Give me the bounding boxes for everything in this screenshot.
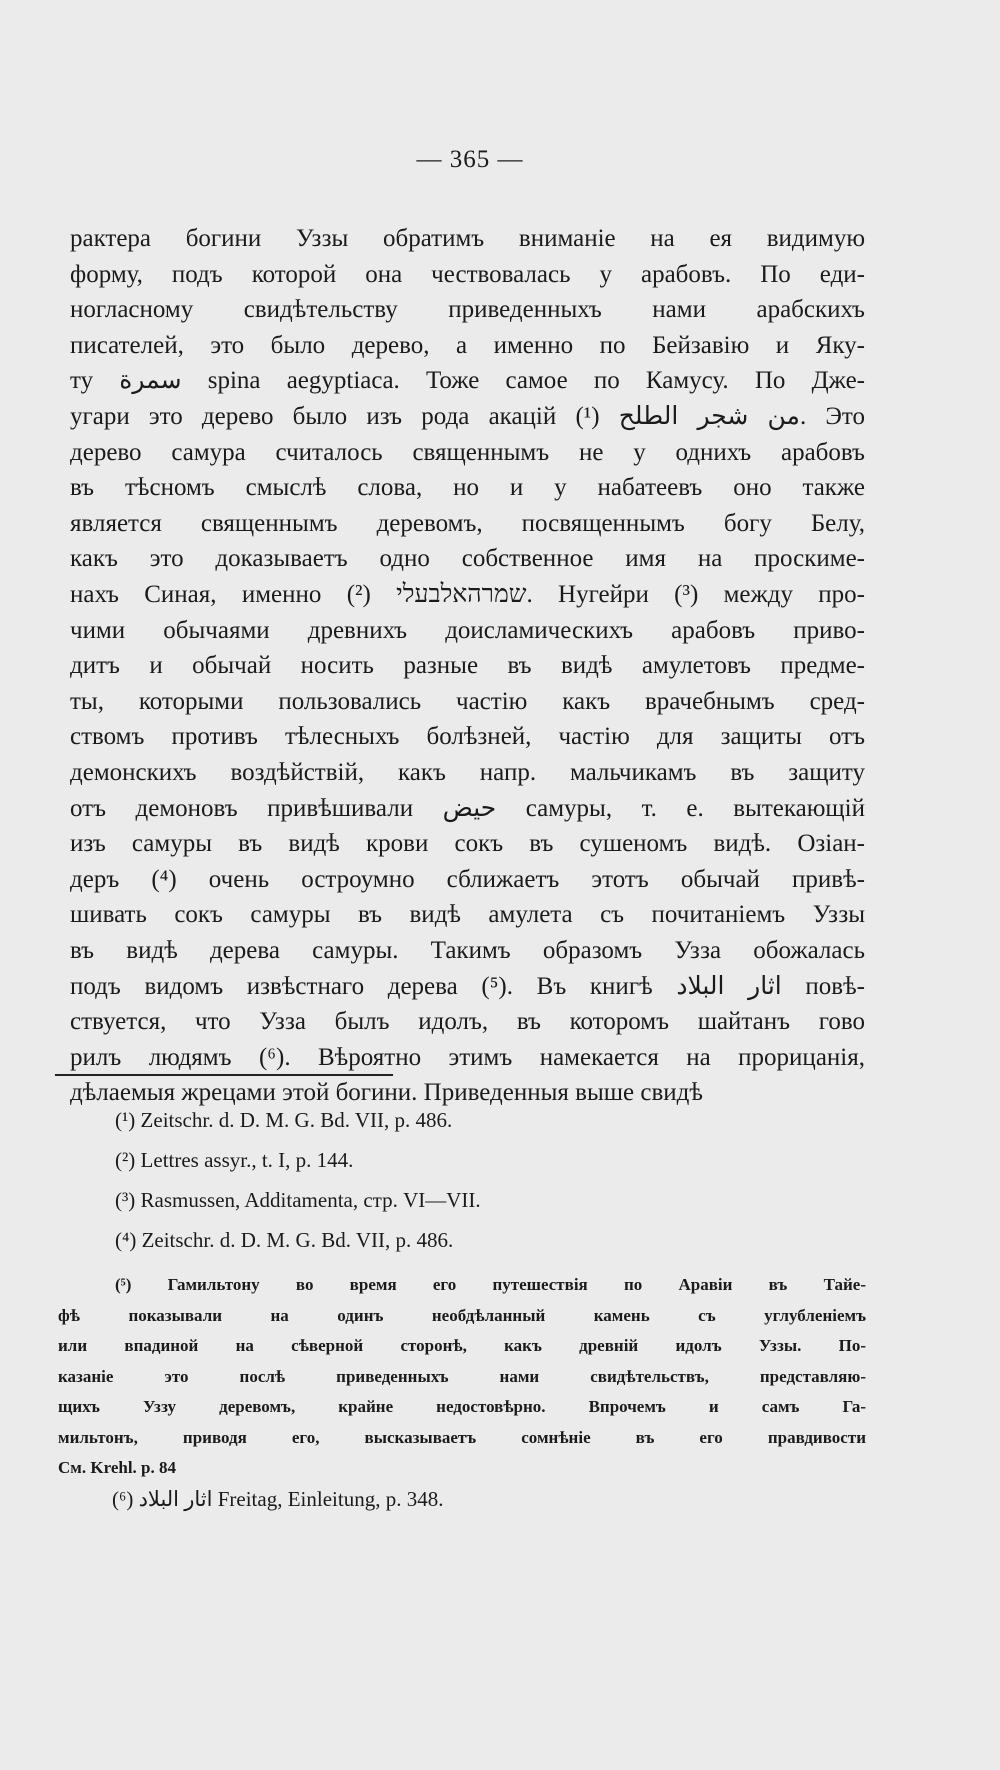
body-line: является священнымъ деревомъ, посвященнымъ богу Белу, (70, 509, 865, 537)
footnote-5-line: фѣ показывали на одинъ необдѣланный камень съ углубленіемъ (58, 1305, 866, 1325)
footnote-5-line: мильтонъ, приводя его, высказываетъ сомнѣніе въ его правдивости (58, 1427, 866, 1447)
body-line: чими обычаями древнихъ доисламическихъ арабовъ приво- (70, 616, 865, 644)
footnote-5-line: щихъ Уззу деревомъ, крайне недостовѣрно. Впрочемъ и самъ Га- (58, 1397, 866, 1416)
footnote-text: Freitag, Einleitung, p. 348. (217, 1487, 444, 1511)
footnote-text: Rasmussen, Additamenta, стр. VI—VII. (140, 1188, 481, 1212)
footnote-mark: (⁴) (115, 1228, 137, 1252)
body-line: писателей, это было дерево, а именно по Бейзавію и Яку- (70, 331, 865, 359)
footnote-mark: (²) (115, 1148, 136, 1172)
page-number: — 365 — (416, 146, 524, 173)
body-line: ствуется, что Узза былъ идолъ, въ которомъ шайтанъ гово (70, 1008, 865, 1036)
footnote-text: Zeitschr. d. D. M. G. Bd. VII, p. 486. (140, 1108, 453, 1132)
footnote-5-line: См. Krehl. p. 84 (58, 1458, 176, 1477)
body-line: изъ самуры въ видѣ крови сокъ въ сушеномъ видѣ. Озіан- (70, 830, 865, 858)
footnote-arabic: اثار البلاد (138, 1487, 213, 1511)
footnote-4 (115, 1228, 453, 1253)
body-line: угари это дерево было изъ рода акацій من شجر الطلح (¹). Это (70, 403, 865, 430)
body-line: деръ (⁴) очень остроумно сближаетъ этотъ обычай привѣ- (70, 865, 865, 893)
footnote-5-line: или впадиной на сѣверной сторонѣ, какъ древній идолъ Уззы. По- (58, 1336, 866, 1355)
body-line: ствомъ противъ тѣлесныхъ болѣзней, частію для защиты отъ (70, 723, 865, 751)
footnote-mark: (⁶) (112, 1487, 134, 1511)
body-line: отъ демоновъ привѣшивали حيض самуры, т. е. вытекающій (70, 794, 865, 822)
body-line: форму, подъ которой она чествовалась у арабовъ. По еди- (70, 260, 865, 288)
footnote-mark: (¹) (115, 1108, 136, 1132)
footnote-5-line: (⁵) Гамильтону во время его путешествія по Аравіи въ Тайе- (115, 1275, 866, 1294)
footnote-text: Lettres assyr., t. I, p. 144. (140, 1148, 354, 1172)
footnote-2 (115, 1148, 353, 1173)
footnote-separator (55, 1074, 393, 1076)
body-line: ты, которыми пользовались частію какъ врачебнымъ сред- (70, 687, 865, 715)
body-line: нахъ Синая, именно שמרהאלבעלי (²). Нугейри (³) между про- (70, 581, 866, 608)
body-line: дерево самура считалось священнымъ не у однихъ арабовъ (70, 438, 865, 466)
footnote-5-line: казаніе это послѣ приведенныхъ нами свидѣтельствъ, представляю- (58, 1366, 866, 1386)
body-line: демонскихъ воздѣйствій, какъ напр. мальчикамъ въ защиту (70, 759, 865, 786)
body-line: шивать сокъ самуры въ видѣ амулета съ почитаніемъ Уззы (70, 901, 865, 929)
body-line: рилъ людямъ (⁶). Вѣроятно этимъ намекается на прорицанія, (70, 1043, 865, 1071)
body-line: подъ видомъ извѣстнаго дерева (⁵). Въ книгѣ اثار البلاد повѣ- (70, 972, 865, 1000)
body-line: дѣлаемыя жрецами этой богини. Приведенныя выше свидѣ (70, 1079, 703, 1107)
body-line: въ видѣ дерева самуры. Такимъ образомъ Узза обожалась (70, 937, 865, 964)
body-line: какъ это доказываетъ одно собственное имя на проскиме- (70, 545, 865, 573)
body-line: въ тѣсномъ смыслѣ слова, но и у набатеевъ оно также (70, 474, 865, 502)
footnote-3 (115, 1188, 481, 1213)
body-line: ногласному свидѣтельству приведенныхъ нами арабскихъ (70, 296, 865, 324)
footnote-6 (112, 1487, 443, 1512)
footnote-text: Zeitschr. d. D. M. G. Bd. VII, p. 486. (141, 1228, 454, 1252)
body-line: рактера богини Уззы обратимъ вниманіе на ея видимую (70, 225, 865, 252)
body-line: ту سمرة spina aegyptiaca. Тоже самое по Камусу. По Дже- (70, 367, 865, 395)
footnote-mark: (³) (115, 1188, 136, 1212)
body-line: дитъ и обычай носить разные въ видѣ амулетовъ предме- (70, 652, 865, 680)
footnote-1 (115, 1108, 452, 1133)
